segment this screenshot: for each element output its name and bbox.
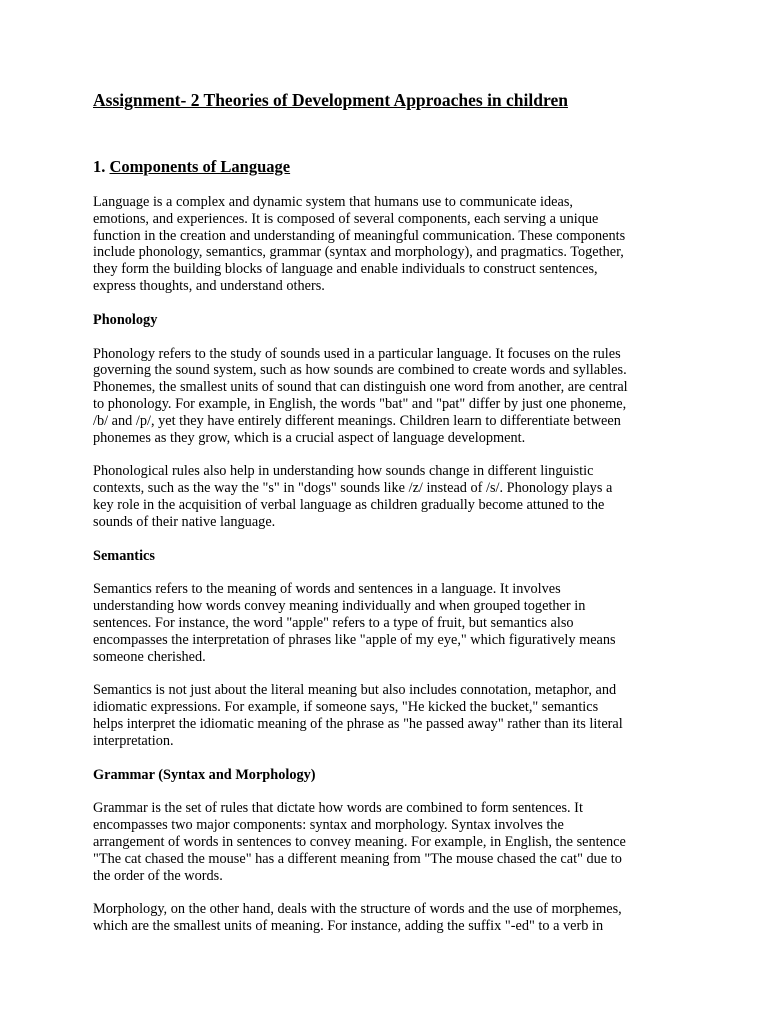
text-line: helps interpret the idiomatic meaning of the phrase as "he passed away" rather than its literal	[93, 715, 623, 732]
text-line: encompasses two major components: syntax and morphology. Syntax involves the	[93, 817, 564, 834]
text-line: governing the sound system, such as how sounds are combined to create words and syllables.	[93, 362, 627, 379]
section-heading	[93, 157, 290, 177]
text-line: interpretation.	[93, 732, 174, 749]
text-line: idiomatic expressions. For example, if someone says, "He kicked the bucket," semantics	[93, 699, 599, 716]
text-line: key role in the acquisition of verbal language as children gradually become attuned to the	[93, 496, 605, 513]
text-line: /b/ and /p/, yet they have entirely different meanings. Children learn to differentiate between	[93, 412, 621, 429]
phonology-heading: Phonology	[93, 311, 158, 328]
text-line: someone cherished.	[93, 648, 206, 665]
text-line: include phonology, semantics, grammar (syntax and morphology), and pragmatics. Together,	[93, 244, 624, 261]
grammar-paragraph-2	[93, 901, 683, 935]
grammar-heading: Grammar (Syntax and Morphology)	[93, 766, 316, 783]
text-line: contexts, such as the way the "s" in "dogs" sounds like /z/ instead of /s/. Phonology plays a	[93, 480, 613, 497]
semantics-paragraph-2	[93, 682, 683, 749]
text-line: Grammar is the set of rules that dictate how words are combined to form sentences. It	[93, 800, 583, 817]
text-line: Phonology refers to the study of sounds used in a particular language. It focuses on the rules	[93, 345, 621, 362]
intro-paragraph	[93, 194, 683, 295]
text-line: to phonology. For example, in English, the words "bat" and "pat" differ by just one phoneme,	[93, 395, 627, 412]
semantics-paragraph-1	[93, 581, 683, 665]
phonology-paragraph-1	[93, 346, 683, 447]
grammar-paragraph-1	[93, 800, 683, 884]
text-line: express thoughts, and understand others.	[93, 277, 325, 294]
text-line: Phonemes, the smallest units of sound that can distinguish one word from another, are central	[93, 379, 628, 396]
text-line: Morphology, on the other hand, deals with the structure of words and the use of morphemes,	[93, 901, 622, 918]
text-line: "The cat chased the mouse" has a different meaning from "The mouse chased the cat" due to	[93, 850, 622, 867]
text-line: sounds of their native language.	[93, 513, 276, 530]
text-line: sentences. For instance, the word "apple" refers to a type of fruit, but semantics also	[93, 614, 574, 631]
text-line: which are the smallest units of meaning. For instance, adding the suffix "-ed" to a verb in	[93, 918, 604, 935]
text-line: understanding how words convey meaning individually and when grouped together in	[93, 598, 586, 615]
phonology-paragraph-2	[93, 463, 683, 530]
text-line: emotions, and experiences. It is composed of several components, each serving a unique	[93, 210, 599, 227]
section-number: 1.	[93, 157, 106, 176]
text-line: arrangement of words in sentences to convey meaning. For example, in English, the sentence	[93, 833, 626, 850]
text-line: function in the creation and understanding of meaningful communication. These components	[93, 227, 626, 244]
text-line: encompasses the interpretation of phrases like "apple of my eye," which figuratively means	[93, 631, 616, 648]
semantics-heading: Semantics	[93, 547, 155, 564]
section-title: Components of Language	[109, 157, 291, 176]
text-line: Semantics refers to the meaning of words and sentences in a language. It involves	[93, 581, 561, 598]
document-title: Assignment- 2 Theories of Development Approaches in children	[93, 90, 568, 110]
text-line: the order of the words.	[93, 867, 223, 884]
text-line: they form the building blocks of language and enable individuals to construct sentences,	[93, 261, 598, 278]
text-line: Phonological rules also help in understanding how sounds change in different linguistic	[93, 463, 594, 480]
text-line: Semantics is not just about the literal meaning but also includes connotation, metaphor, and	[93, 682, 617, 699]
document-body	[93, 194, 683, 952]
text-line: Language is a complex and dynamic system that humans use to communicate ideas,	[93, 194, 574, 210]
text-line: phonemes as they grow, which is a crucial aspect of language development.	[93, 429, 526, 446]
